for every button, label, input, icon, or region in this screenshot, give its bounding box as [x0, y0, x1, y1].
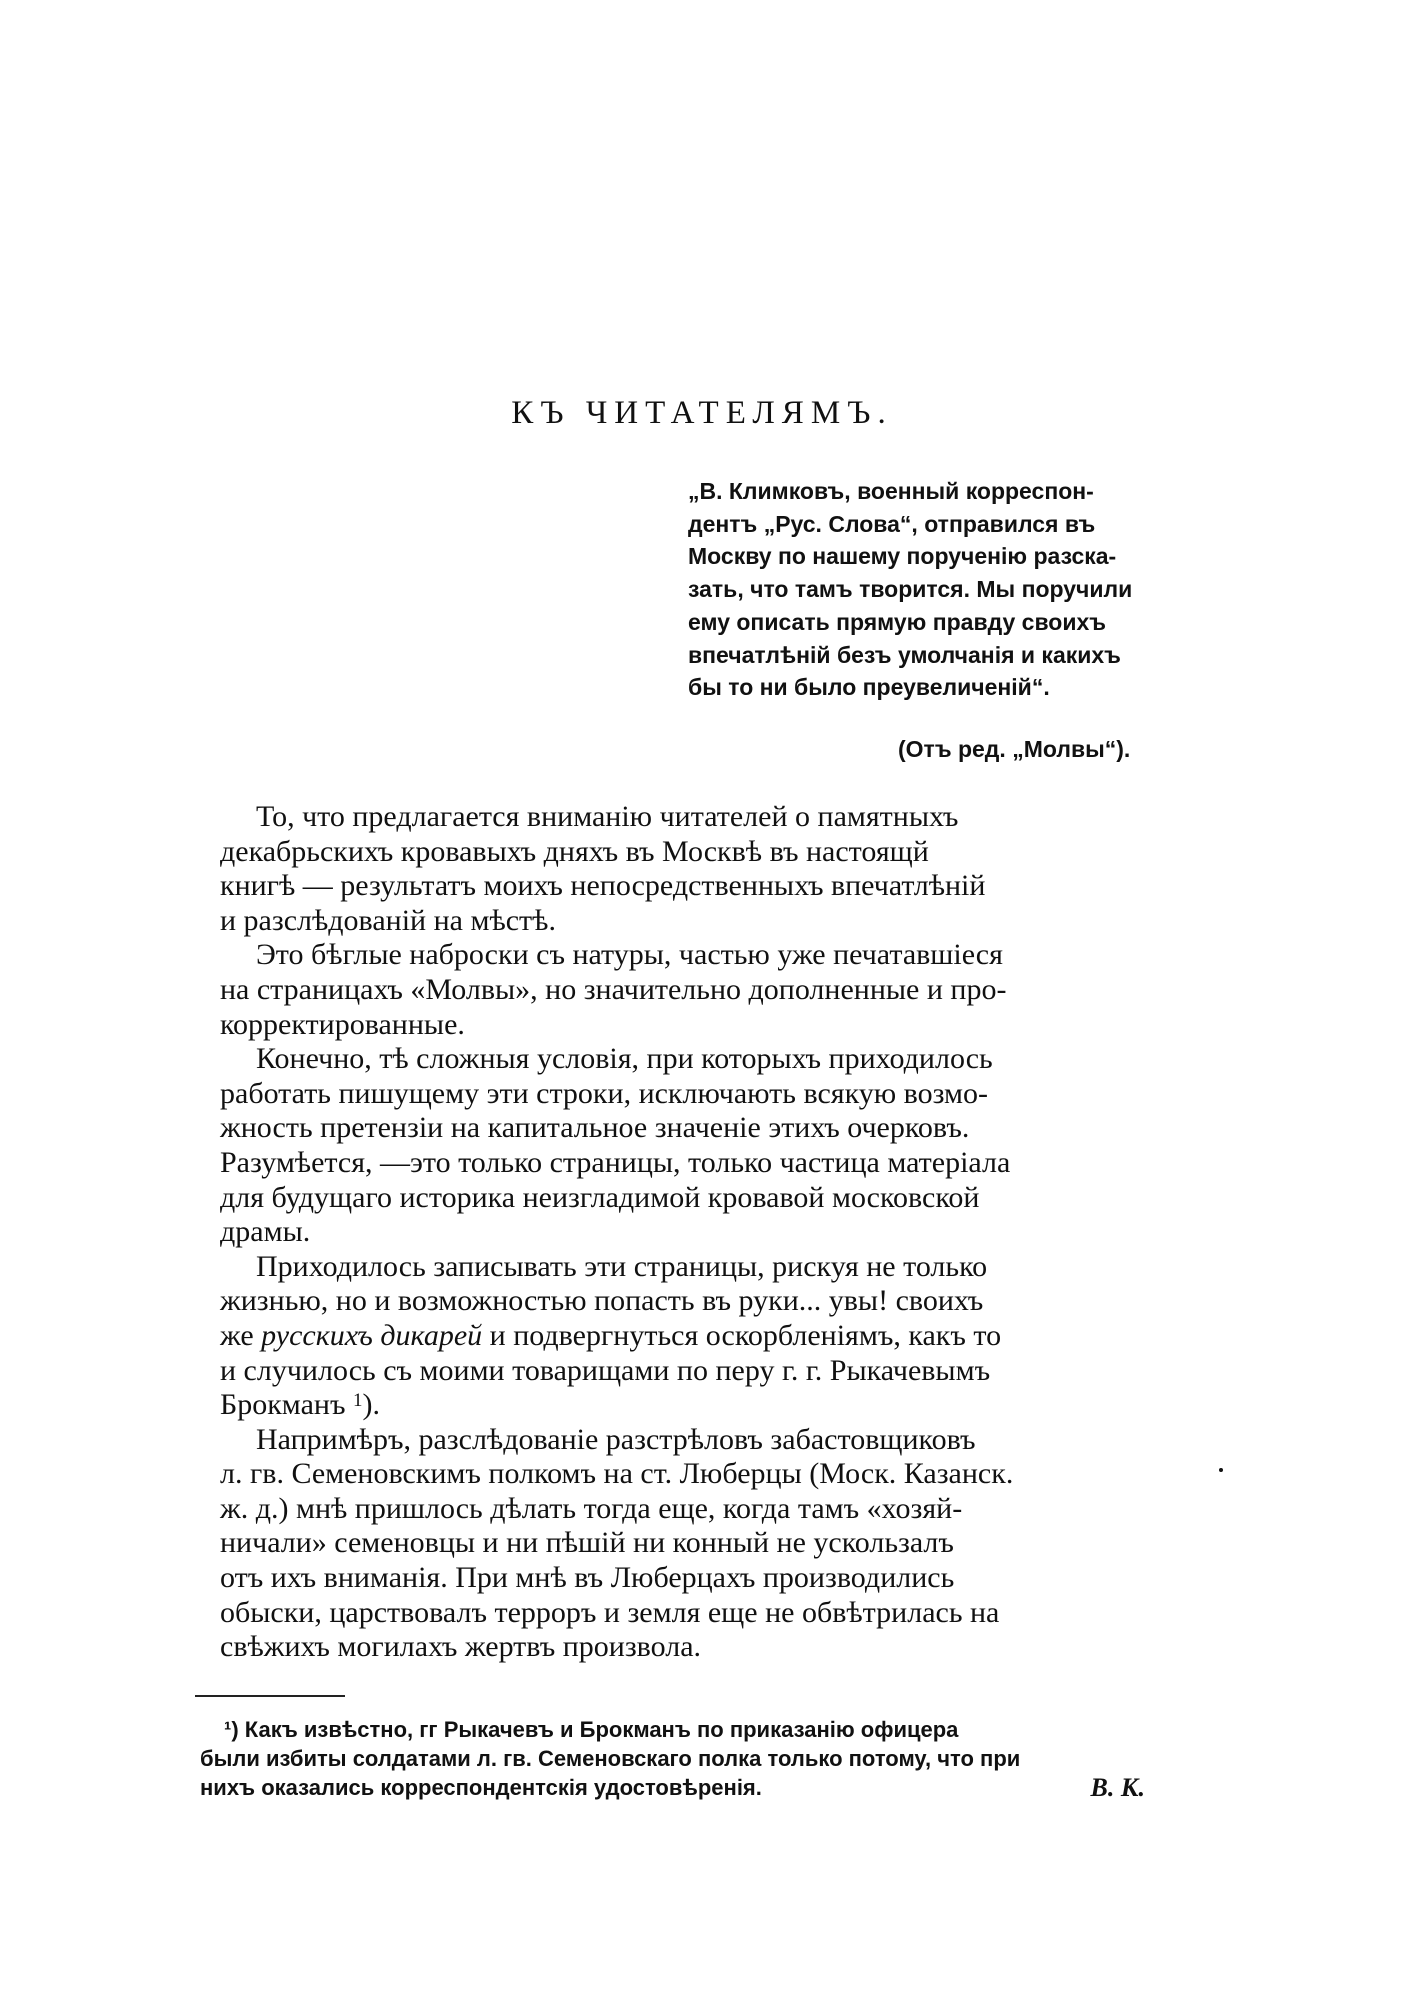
text-line: работать пишущему эти строки, исключають всякую возмо-	[220, 1076, 988, 1110]
epigraph-line: ему описать прямую правду своихъ	[688, 608, 1107, 635]
text-line: л. гв. Семеновскимъ полкомъ на ст. Люберцы (Моск. Казанск.	[220, 1457, 1014, 1491]
text-line: ничали» семеновцы и ни пѣшій ни конный не ускользалъ	[220, 1526, 954, 1560]
text-line: ж. д.) мнѣ пришлось дѣлать тогда еще, когда тамъ «хозяй-	[220, 1491, 963, 1525]
text-line: жизнью, но и возможностью попасть въ руки... увы! своихъ	[220, 1284, 984, 1318]
text-line: Разумѣется, —это только страницы, только частица матеріала	[220, 1145, 1011, 1179]
footnote-marker: 1	[352, 1390, 363, 1412]
text-line: Напримѣръ, разслѣдованіе разстрѣловъ забастовщиковъ	[256, 1422, 976, 1456]
footnote-signature: В. К.	[1090, 1773, 1145, 1802]
text-line: Приходилось записывать эти страницы, рискуя не только	[256, 1249, 988, 1283]
text-fragment: же	[220, 1318, 254, 1352]
text-line: драмы.	[220, 1215, 311, 1249]
text-line: свѣжихъ могилахъ жертвъ произвола.	[220, 1630, 702, 1664]
text-fragment: и подвергнуться оскорбленіямъ, какъ то	[489, 1318, 1002, 1352]
text-fragment: ).	[362, 1388, 380, 1422]
main-text	[220, 800, 1202, 1665]
footnote-line: ¹) Какъ извѣстно, гг Рыкачевъ и Брокманъ по приказанію офицера	[224, 1717, 959, 1742]
text-line	[220, 1319, 1202, 1354]
epigraph-line: дентъ „Рус. Слова“, отправился въ	[688, 510, 1096, 537]
epigraph-line: впечатлѣній безъ умолчанія и какихъ	[688, 641, 1121, 668]
text-line	[220, 1388, 1202, 1423]
footnote	[200, 1715, 1190, 1802]
text-line: То, что предлагается вниманію читателей о памятныхъ	[256, 800, 959, 833]
text-line: жность претензіи на капитальное значеніе этихъ очерковъ.	[220, 1111, 970, 1145]
text-line: Конечно, тѣ сложныя условія, при которыхъ приходилось	[256, 1042, 993, 1076]
epigraph-source: (Отъ ред. „Молвы“).	[898, 736, 1131, 762]
text-line: и случилось съ моими товарищами по перу г. г. Рыкачевымъ	[220, 1353, 991, 1387]
text-fragment: Брокманъ	[220, 1388, 346, 1422]
footnote-line: были избиты солдатами л. гв. Семеновскаго полка только потому, что при	[200, 1746, 1021, 1771]
text-line: обыски, царствовалъ терроръ и земля еще не обвѣтрилась на	[220, 1595, 1000, 1629]
italic-phrase: русскихъ дикарей	[261, 1318, 483, 1352]
text-line: Это бѣглые наброски съ натуры, частью уже печатавшіеся	[256, 938, 1003, 972]
text-line: декабрьскихъ кровавыхъ дняхъ въ Москвѣ въ настоящй	[220, 834, 929, 868]
text-line: корректированные.	[220, 1007, 465, 1041]
epigraph	[688, 475, 1216, 762]
footnote-divider	[195, 1695, 345, 1697]
text-line: для будущаго историка неизгладимой кровавой московской	[220, 1180, 980, 1214]
epigraph-line: бы то ни было преувеличеній“.	[688, 674, 1050, 701]
page-title: КЪ ЧИТАТЕЛЯМЪ.	[511, 395, 893, 431]
text-line: и разслѣдованій на мѣстѣ.	[220, 903, 556, 937]
text-line: книгѣ — результатъ моихъ непосредственныхъ впечатлѣній	[220, 869, 986, 903]
text-line: на страницахъ «Молвы», но значительно дополненные и про-	[220, 972, 1007, 1006]
epigraph-line: Москву по нашему порученію разска-	[688, 543, 1117, 570]
text-line: отъ ихъ вниманія. При мнѣ въ Люберцахъ производились	[220, 1561, 955, 1595]
print-speck	[1219, 1468, 1223, 1472]
footnote-line: нихъ оказались корреспондентскія удостовѣренія.	[200, 1775, 762, 1800]
epigraph-line: „В. Климковъ, военный корреспон-	[688, 478, 1094, 504]
epigraph-line: зать, что тамъ творится. Мы поручили	[688, 576, 1133, 603]
